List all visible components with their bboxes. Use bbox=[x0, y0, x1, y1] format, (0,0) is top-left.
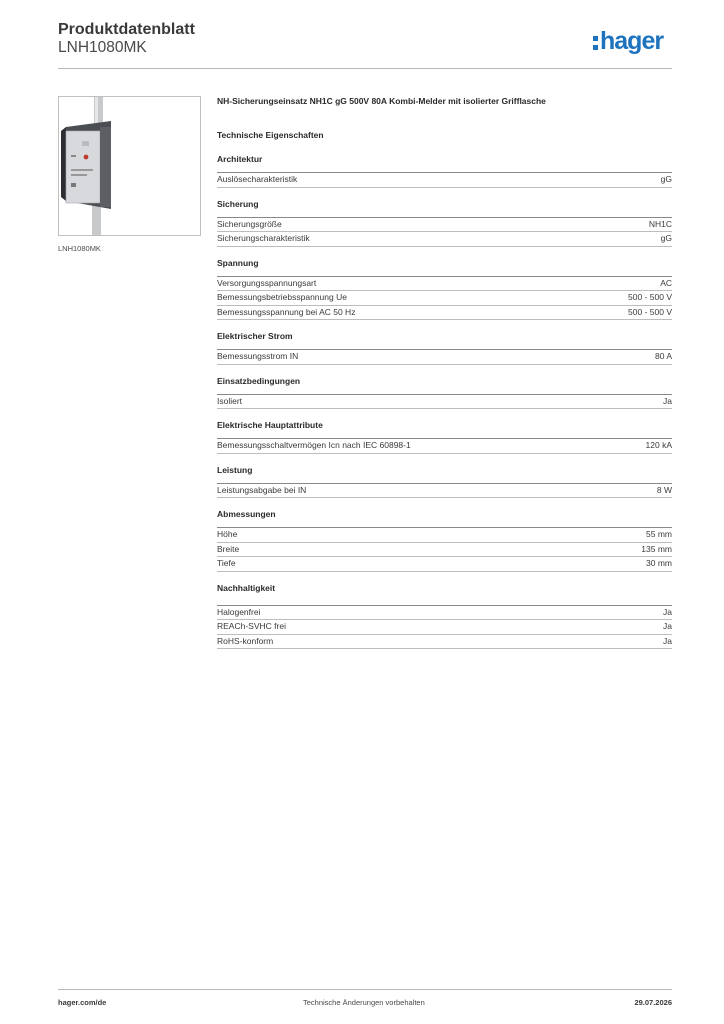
section bbox=[217, 154, 672, 188]
property-row bbox=[217, 232, 672, 247]
property-value: Ja bbox=[663, 635, 672, 646]
header-divider bbox=[58, 68, 672, 69]
property-value: 120 kA bbox=[645, 440, 672, 450]
section-title: Sicherung bbox=[217, 198, 259, 209]
property-label: Höhe bbox=[217, 529, 238, 539]
property-label: REACh-SVHC frei bbox=[217, 621, 286, 631]
property-value: Ja bbox=[663, 606, 672, 617]
section bbox=[217, 199, 672, 247]
section-divider bbox=[217, 387, 672, 395]
property-value: 135 mm bbox=[641, 543, 672, 554]
image-caption: LNH1080MK bbox=[58, 244, 101, 253]
property-row bbox=[217, 291, 672, 306]
property-row bbox=[217, 218, 672, 233]
section-divider bbox=[217, 210, 672, 218]
property-label: Leistungsabgabe bei IN bbox=[217, 484, 307, 495]
section-title: Leistung bbox=[217, 464, 253, 475]
property-label: Tiefe bbox=[217, 558, 236, 568]
property-row bbox=[217, 620, 672, 635]
property-label: Sicherungsgröße bbox=[217, 218, 282, 229]
property-value: 55 mm bbox=[646, 529, 672, 539]
property-value: gG bbox=[660, 174, 672, 184]
property-label: Bemessungsspannung bei AC 50 Hz bbox=[217, 306, 356, 317]
property-row bbox=[217, 484, 672, 499]
property-value: 500 - 500 V bbox=[628, 292, 672, 302]
section-divider bbox=[217, 431, 672, 439]
section-divider bbox=[217, 594, 672, 606]
property-value: 500 - 500 V bbox=[628, 306, 672, 317]
section bbox=[217, 420, 672, 454]
property-label: Bemessungsschaltvermögen Icn nach IEC 60898-1 bbox=[217, 440, 411, 450]
property-label: RoHS-konform bbox=[217, 635, 274, 646]
footer-website: hager.com/de bbox=[58, 998, 107, 1007]
property-label: Bemessungsbetriebsspannung Ue bbox=[217, 292, 347, 302]
section bbox=[217, 583, 672, 650]
property-label: Versorgungsspannungsart bbox=[217, 277, 317, 288]
section-title: Architektur bbox=[217, 154, 263, 164]
section-divider bbox=[217, 476, 672, 484]
property-value: NH1C bbox=[648, 218, 672, 229]
fuse-image-icon bbox=[59, 97, 200, 235]
footer-disclaimer: Technische Änderungen vorbehalten bbox=[303, 998, 425, 1007]
section bbox=[217, 376, 672, 410]
section-title: Abmessungen bbox=[217, 509, 276, 519]
section-title: Spannung bbox=[217, 257, 259, 268]
property-row bbox=[217, 606, 672, 621]
property-label: Sicherungscharakteristik bbox=[217, 233, 310, 243]
logo-text: hager bbox=[600, 27, 664, 55]
property-value: Ja bbox=[663, 621, 672, 631]
section-title: Einsatzbedingungen bbox=[217, 375, 301, 386]
section bbox=[217, 258, 672, 321]
property-value: Ja bbox=[663, 395, 672, 406]
section-divider bbox=[217, 165, 672, 173]
section-divider bbox=[217, 269, 672, 277]
tech-properties-heading: Technische Eigenschaften bbox=[217, 130, 324, 140]
section-title: Elektrische Hauptattribute bbox=[217, 420, 323, 430]
property-value: 8 W bbox=[656, 484, 672, 495]
section-divider bbox=[217, 520, 672, 528]
property-row bbox=[217, 528, 672, 543]
property-label: Bemessungsstrom IN bbox=[217, 351, 299, 361]
property-label: Auslösecharakteristik bbox=[217, 174, 298, 184]
property-row bbox=[217, 543, 672, 558]
property-row bbox=[217, 635, 672, 650]
section bbox=[217, 465, 672, 499]
logo-dots-icon bbox=[593, 36, 598, 50]
property-row bbox=[217, 439, 672, 454]
property-label: Breite bbox=[217, 543, 240, 554]
property-row bbox=[217, 277, 672, 292]
property-row bbox=[217, 557, 672, 572]
property-sections bbox=[217, 154, 672, 649]
page-title: Produktdatenblatt bbox=[58, 21, 195, 38]
footer-divider bbox=[58, 989, 672, 990]
product-image bbox=[58, 96, 201, 236]
product-number: LNH1080MK bbox=[58, 39, 147, 56]
section bbox=[217, 331, 672, 365]
section-title: Nachhaltigkeit bbox=[217, 582, 276, 593]
property-value: AC bbox=[660, 277, 672, 288]
section bbox=[217, 509, 672, 572]
section-divider bbox=[217, 342, 672, 350]
property-row bbox=[217, 306, 672, 321]
property-label: Isoliert bbox=[217, 395, 243, 406]
product-description: NH-Sicherungseinsatz NH1C gG 500V 80A Kombi-Melder mit isolierter Grifflasche bbox=[217, 96, 546, 106]
property-row bbox=[217, 173, 672, 188]
property-row bbox=[217, 395, 672, 410]
datasheet-content bbox=[217, 95, 672, 660]
footer-date: 29.07.2026 bbox=[634, 998, 672, 1007]
section-title: Elektrischer Strom bbox=[217, 331, 293, 341]
property-value: 30 mm bbox=[646, 558, 672, 568]
hager-logo bbox=[593, 27, 663, 55]
property-label: Halogenfrei bbox=[217, 606, 261, 617]
property-value: gG bbox=[660, 233, 672, 243]
property-row bbox=[217, 350, 672, 365]
property-value: 80 A bbox=[654, 351, 672, 361]
